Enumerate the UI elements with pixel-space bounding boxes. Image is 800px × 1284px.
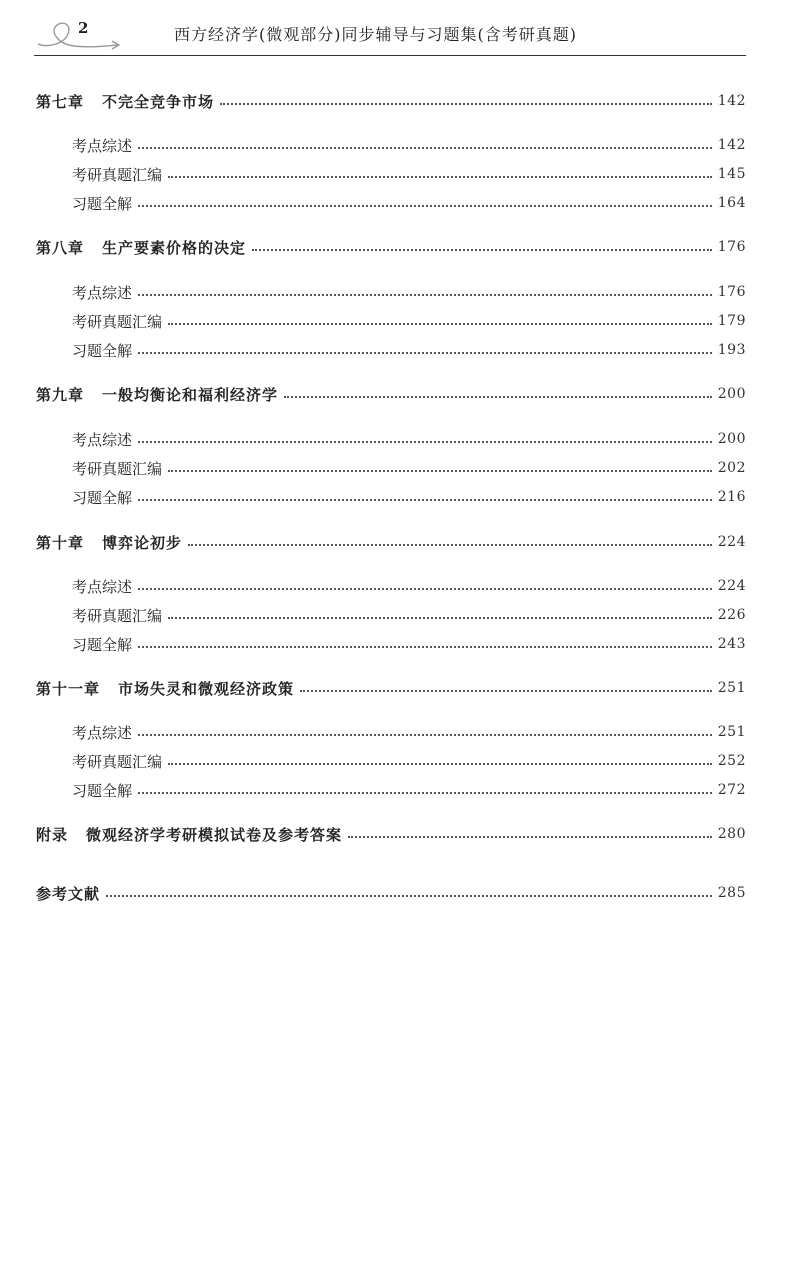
section-title: 考点综述 — [72, 136, 133, 155]
chapter-title: 博弈论初步 — [102, 533, 183, 552]
page-ref: 251 — [717, 724, 746, 740]
toc-section[interactable] — [72, 485, 746, 509]
chapter-title: 市场失灵和微观经济政策 — [118, 679, 295, 698]
leader-dots — [138, 792, 712, 794]
leader-dots — [168, 470, 712, 472]
leader-dots — [138, 734, 712, 736]
toc-chapter-7[interactable] — [36, 89, 746, 113]
chapter-title: 一般均衡论和福利经济学 — [102, 385, 279, 404]
chapter-label: 第十一章 — [36, 679, 101, 698]
appendix-title: 微观经济学考研模拟试卷及参考答案 — [86, 825, 343, 844]
toc-section[interactable] — [72, 427, 746, 451]
leader-dots — [300, 690, 712, 692]
page-ref: 252 — [717, 753, 746, 769]
leader-dots — [106, 895, 712, 897]
page-ref: 216 — [717, 489, 746, 505]
toc-section[interactable] — [72, 191, 746, 215]
page-ref: 176 — [717, 239, 746, 255]
page-ref: 193 — [717, 342, 746, 358]
section-title: 考点综述 — [72, 283, 133, 302]
page-ref: 226 — [717, 607, 746, 623]
page-ref: 224 — [717, 534, 746, 550]
leader-dots — [168, 323, 712, 325]
appendix-label: 附录 — [36, 825, 69, 844]
section-title: 习题全解 — [72, 194, 133, 213]
page-ref: 179 — [717, 313, 746, 329]
header-rule — [34, 55, 746, 56]
toc-section[interactable] — [72, 280, 746, 304]
section-title: 习题全解 — [72, 781, 133, 800]
leader-dots — [138, 646, 712, 648]
toc-chapter-8[interactable] — [36, 235, 746, 259]
toc-chapter-10[interactable] — [36, 530, 746, 554]
leader-dots — [138, 588, 712, 590]
section-title: 习题全解 — [72, 635, 133, 654]
toc-references[interactable] — [36, 881, 746, 905]
toc-section[interactable] — [72, 338, 746, 362]
section-title: 考研真题汇编 — [72, 752, 163, 771]
page-ref: 251 — [717, 680, 746, 696]
running-header — [34, 10, 746, 58]
chapter-label: 第八章 — [36, 238, 85, 257]
toc-chapter-11[interactable] — [36, 676, 746, 700]
page-ref: 200 — [717, 386, 746, 402]
toc-section[interactable] — [72, 778, 746, 802]
page-ref: 142 — [717, 93, 746, 109]
chapter-title: 不完全竞争市场 — [102, 92, 215, 111]
leader-dots — [138, 352, 712, 354]
leader-dots — [138, 499, 712, 501]
leader-dots — [138, 205, 712, 207]
section-title: 习题全解 — [72, 488, 133, 507]
leader-dots — [348, 836, 712, 838]
section-title: 考研真题汇编 — [72, 312, 163, 331]
leader-dots — [168, 176, 712, 178]
page-ref: 200 — [717, 431, 746, 447]
toc-section[interactable] — [72, 574, 746, 598]
toc-chapter-9[interactable] — [36, 382, 746, 406]
references-title: 参考文献 — [36, 884, 101, 903]
leader-dots — [168, 763, 712, 765]
page-ref: 280 — [717, 826, 746, 842]
page-ref: 164 — [717, 195, 746, 211]
section-title: 考研真题汇编 — [72, 165, 163, 184]
page-ref: 202 — [717, 460, 746, 476]
chapter-label: 第十章 — [36, 533, 85, 552]
section-title: 考点综述 — [72, 577, 133, 596]
toc-section[interactable] — [72, 749, 746, 773]
leader-dots — [168, 617, 712, 619]
book-title: 西方经济学(微观部分)同步辅导与习题集(含考研真题) — [174, 25, 577, 44]
section-title: 考点综述 — [72, 723, 133, 742]
leader-dots — [284, 396, 712, 398]
leader-dots — [138, 147, 712, 149]
section-title: 考研真题汇编 — [72, 459, 163, 478]
toc-section[interactable] — [72, 133, 746, 157]
page-ref: 272 — [717, 782, 746, 798]
chapter-title: 生产要素价格的决定 — [102, 238, 247, 257]
page-ref: 224 — [717, 578, 746, 594]
toc-section[interactable] — [72, 309, 746, 333]
page-ref: 176 — [717, 284, 746, 300]
section-title: 考研真题汇编 — [72, 606, 163, 625]
toc-section[interactable] — [72, 162, 746, 186]
chapter-label: 第九章 — [36, 385, 85, 404]
toc-section[interactable] — [72, 456, 746, 480]
page-ref: 142 — [717, 137, 746, 153]
section-title: 考点综述 — [72, 430, 133, 449]
leader-dots — [220, 103, 712, 105]
toc-section[interactable] — [72, 603, 746, 627]
toc-section[interactable] — [72, 632, 746, 656]
page-number: 2 — [78, 19, 89, 37]
leader-dots — [188, 544, 712, 546]
toc-section[interactable] — [72, 720, 746, 744]
chapter-label: 第七章 — [36, 92, 85, 111]
leader-dots — [138, 294, 712, 296]
leader-dots — [138, 441, 712, 443]
section-title: 习题全解 — [72, 341, 133, 360]
leader-dots — [252, 249, 712, 251]
page-ref: 243 — [717, 636, 746, 652]
page-ref: 285 — [717, 885, 746, 901]
page-ref: 145 — [717, 166, 746, 182]
toc-appendix[interactable] — [36, 822, 746, 846]
